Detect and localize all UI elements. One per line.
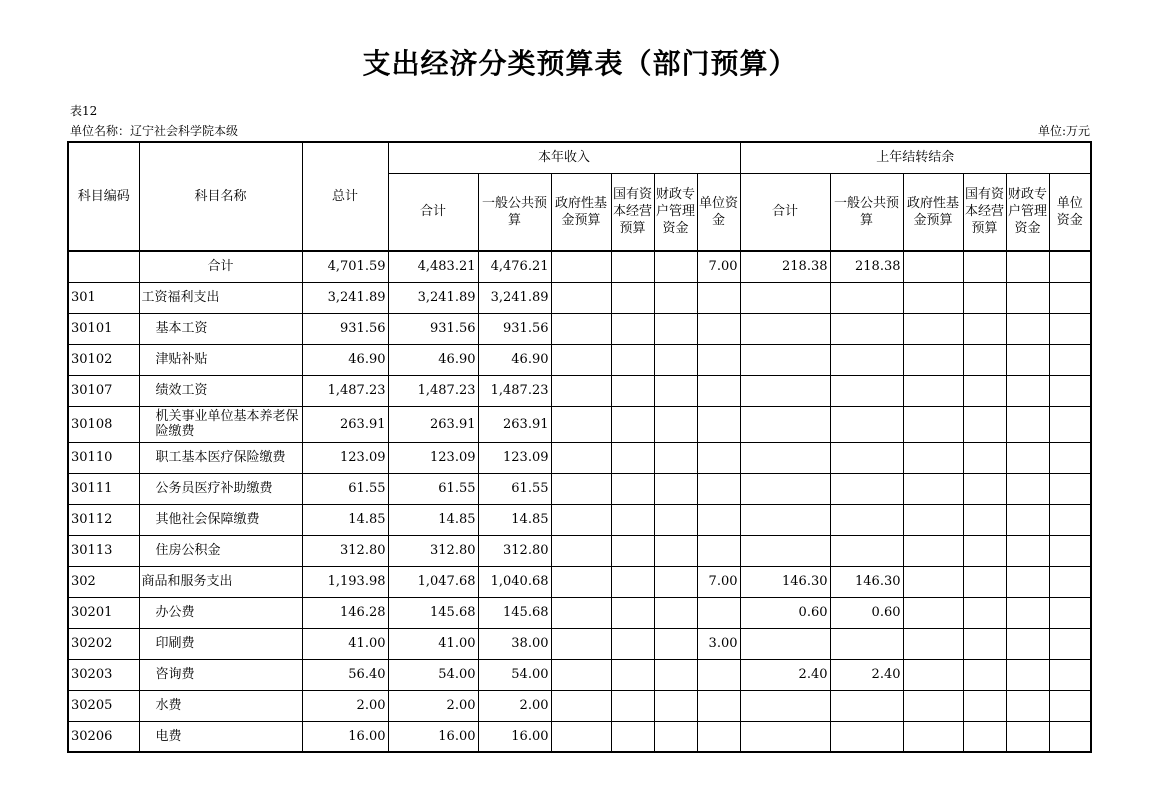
- unit-name-label: 单位名称：辽宁社会科学院本级: [70, 124, 239, 138]
- cell-code: 302: [68, 566, 139, 597]
- cell-c-fund: [551, 313, 611, 344]
- cell-c-total: 46.90: [388, 344, 478, 375]
- cell-p-unit: [1049, 406, 1091, 442]
- cell-code: 30108: [68, 406, 139, 442]
- cell-p-state: [963, 597, 1006, 628]
- cell-c-special: [654, 659, 697, 690]
- cell-c-state: [611, 566, 654, 597]
- cell-c-special: [654, 473, 697, 504]
- cell-c-state: [611, 282, 654, 313]
- cell-p-unit: [1049, 313, 1091, 344]
- cell-p-fund: [903, 406, 963, 442]
- cell-name: 工资福利支出: [139, 282, 302, 313]
- cell-p-fund: [903, 473, 963, 504]
- cell-c-total: 123.09: [388, 442, 478, 473]
- cell-c-unit: [697, 504, 740, 535]
- cell-p-gen: 146.30: [830, 566, 903, 597]
- cell-p-unit: [1049, 344, 1091, 375]
- table-row: [68, 313, 1091, 344]
- cell-p-gen: [830, 313, 903, 344]
- cell-p-state: [963, 251, 1006, 282]
- cell-c-unit: [697, 535, 740, 566]
- table-row: [68, 721, 1091, 752]
- cell-c-special: [654, 566, 697, 597]
- cell-p-state: [963, 535, 1006, 566]
- cell-c-fund: [551, 282, 611, 313]
- header-total: 总计: [302, 142, 388, 251]
- cell-code: [68, 251, 139, 282]
- header-current-state-capital: 国有资本经营预算: [611, 173, 654, 251]
- cell-total: 14.85: [302, 504, 388, 535]
- cell-c-fund: [551, 690, 611, 721]
- table-row: [68, 690, 1091, 721]
- cell-code: 30112: [68, 504, 139, 535]
- cell-c-fund: [551, 251, 611, 282]
- cell-c-total: 4,483.21: [388, 251, 478, 282]
- cell-c-state: [611, 344, 654, 375]
- cell-total: 2.00: [302, 690, 388, 721]
- cell-p-state: [963, 721, 1006, 752]
- header-name: 科目名称: [139, 142, 302, 251]
- cell-c-gen: 123.09: [478, 442, 551, 473]
- cell-c-fund: [551, 375, 611, 406]
- cell-c-total: 312.80: [388, 535, 478, 566]
- cell-c-state: [611, 473, 654, 504]
- header-carryover-state-capital: 国有资本经营预算: [963, 173, 1006, 251]
- cell-c-fund: [551, 504, 611, 535]
- cell-c-unit: [697, 690, 740, 721]
- cell-c-unit: 7.00: [697, 251, 740, 282]
- cell-c-fund: [551, 659, 611, 690]
- cell-c-gen: 312.80: [478, 535, 551, 566]
- cell-p-total: [740, 313, 830, 344]
- cell-c-special: [654, 344, 697, 375]
- cell-name: 合计: [139, 251, 302, 282]
- cell-name: 水费: [139, 690, 302, 721]
- cell-c-state: [611, 597, 654, 628]
- cell-code: 30202: [68, 628, 139, 659]
- cell-p-total: [740, 473, 830, 504]
- cell-c-unit: [697, 375, 740, 406]
- table-row: [68, 375, 1091, 406]
- cell-p-special: [1006, 628, 1049, 659]
- cell-c-fund: [551, 406, 611, 442]
- cell-c-fund: [551, 721, 611, 752]
- cell-name: 办公费: [139, 597, 302, 628]
- cell-p-special: [1006, 282, 1049, 313]
- header-current-fund: 政府性基金预算: [551, 173, 611, 251]
- cell-p-gen: [830, 504, 903, 535]
- cell-p-unit: [1049, 251, 1091, 282]
- cell-total: 46.90: [302, 344, 388, 375]
- cell-c-gen: 3,241.89: [478, 282, 551, 313]
- cell-total: 16.00: [302, 721, 388, 752]
- cell-p-gen: [830, 442, 903, 473]
- cell-code: 30111: [68, 473, 139, 504]
- table-row: [68, 628, 1091, 659]
- header-carryover-total: 合计: [740, 173, 830, 251]
- cell-c-state: [611, 442, 654, 473]
- cell-p-gen: 0.60: [830, 597, 903, 628]
- cell-c-fund: [551, 566, 611, 597]
- cell-p-state: [963, 282, 1006, 313]
- cell-c-fund: [551, 597, 611, 628]
- cell-c-total: 931.56: [388, 313, 478, 344]
- cell-total: 56.40: [302, 659, 388, 690]
- cell-p-state: [963, 406, 1006, 442]
- table-row: [68, 473, 1091, 504]
- header-carryover-general: 一般公共预算: [830, 173, 903, 251]
- cell-p-gen: 218.38: [830, 251, 903, 282]
- cell-p-special: [1006, 344, 1049, 375]
- table-row: [68, 344, 1091, 375]
- cell-p-gen: [830, 473, 903, 504]
- cell-c-total: 1,047.68: [388, 566, 478, 597]
- cell-c-state: [611, 251, 654, 282]
- cell-p-gen: [830, 344, 903, 375]
- cell-c-gen: 61.55: [478, 473, 551, 504]
- cell-name: 住房公积金: [139, 535, 302, 566]
- cell-c-fund: [551, 442, 611, 473]
- cell-p-total: [740, 282, 830, 313]
- cell-p-unit: [1049, 597, 1091, 628]
- cell-p-state: [963, 375, 1006, 406]
- cell-c-total: 2.00: [388, 690, 478, 721]
- cell-name: 商品和服务支出: [139, 566, 302, 597]
- cell-p-special: [1006, 535, 1049, 566]
- cell-code: 30110: [68, 442, 139, 473]
- cell-p-special: [1006, 313, 1049, 344]
- cell-total: 931.56: [302, 313, 388, 344]
- cell-p-fund: [903, 628, 963, 659]
- cell-c-total: 14.85: [388, 504, 478, 535]
- cell-c-gen: 263.91: [478, 406, 551, 442]
- cell-name: 机关事业单位基本养老保险缴费: [139, 406, 302, 442]
- cell-p-special: [1006, 251, 1049, 282]
- cell-name: 印刷费: [139, 628, 302, 659]
- cell-code: 30102: [68, 344, 139, 375]
- cell-p-unit: [1049, 659, 1091, 690]
- cell-p-special: [1006, 442, 1049, 473]
- cell-p-total: [740, 442, 830, 473]
- cell-p-gen: [830, 628, 903, 659]
- cell-p-state: [963, 313, 1006, 344]
- cell-c-state: [611, 504, 654, 535]
- cell-code: 30101: [68, 313, 139, 344]
- cell-p-fund: [903, 442, 963, 473]
- cell-p-gen: 2.40: [830, 659, 903, 690]
- cell-p-special: [1006, 566, 1049, 597]
- cell-name: 电费: [139, 721, 302, 752]
- cell-p-gen: [830, 375, 903, 406]
- table-row: [68, 251, 1091, 282]
- cell-p-unit: [1049, 690, 1091, 721]
- cell-p-state: [963, 442, 1006, 473]
- table-row: [68, 597, 1091, 628]
- table-row: [68, 442, 1091, 473]
- table-row: [68, 535, 1091, 566]
- cell-total: 263.91: [302, 406, 388, 442]
- cell-p-state: [963, 659, 1006, 690]
- table-row: [68, 406, 1091, 442]
- cell-c-total: 1,487.23: [388, 375, 478, 406]
- cell-c-total: 16.00: [388, 721, 478, 752]
- cell-p-total: 2.40: [740, 659, 830, 690]
- cell-name: 职工基本医疗保险缴费: [139, 442, 302, 473]
- cell-c-unit: [697, 597, 740, 628]
- cell-c-gen: 4,476.21: [478, 251, 551, 282]
- header-carryover: 上年结转结余: [740, 142, 1091, 173]
- cell-c-gen: 46.90: [478, 344, 551, 375]
- cell-p-special: [1006, 690, 1049, 721]
- header-current-total: 合计: [388, 173, 478, 251]
- cell-p-special: [1006, 504, 1049, 535]
- cell-c-unit: [697, 344, 740, 375]
- cell-name: 基本工资: [139, 313, 302, 344]
- cell-name: 咨询费: [139, 659, 302, 690]
- cell-total: 312.80: [302, 535, 388, 566]
- cell-code: 30113: [68, 535, 139, 566]
- cell-p-fund: [903, 535, 963, 566]
- cell-c-special: [654, 690, 697, 721]
- cell-c-gen: 54.00: [478, 659, 551, 690]
- cell-c-special: [654, 504, 697, 535]
- cell-name: 绩效工资: [139, 375, 302, 406]
- table-row: [68, 504, 1091, 535]
- table-row: [68, 566, 1091, 597]
- cell-p-total: [740, 344, 830, 375]
- table-row: [68, 659, 1091, 690]
- cell-p-fund: [903, 597, 963, 628]
- currency-unit-label: 单位:万元: [1037, 124, 1090, 138]
- cell-c-state: [611, 690, 654, 721]
- cell-c-fund: [551, 473, 611, 504]
- cell-c-gen: 931.56: [478, 313, 551, 344]
- cell-c-gen: 145.68: [478, 597, 551, 628]
- cell-c-total: 145.68: [388, 597, 478, 628]
- page-title: 支出经济分类预算表（部门预算）: [362, 47, 798, 80]
- cell-code: 30107: [68, 375, 139, 406]
- cell-c-state: [611, 535, 654, 566]
- cell-p-unit: [1049, 721, 1091, 752]
- cell-p-fund: [903, 313, 963, 344]
- cell-code: 301: [68, 282, 139, 313]
- cell-p-unit: [1049, 628, 1091, 659]
- cell-c-state: [611, 628, 654, 659]
- cell-p-gen: [830, 690, 903, 721]
- header-current-general: 一般公共预算: [478, 173, 551, 251]
- cell-c-gen: 16.00: [478, 721, 551, 752]
- cell-total: 61.55: [302, 473, 388, 504]
- cell-p-special: [1006, 659, 1049, 690]
- cell-c-unit: [697, 282, 740, 313]
- cell-c-total: 54.00: [388, 659, 478, 690]
- cell-total: 3,241.89: [302, 282, 388, 313]
- cell-p-fund: [903, 659, 963, 690]
- cell-p-total: [740, 690, 830, 721]
- cell-c-special: [654, 535, 697, 566]
- cell-c-special: [654, 282, 697, 313]
- cell-c-special: [654, 251, 697, 282]
- cell-c-gen: 14.85: [478, 504, 551, 535]
- cell-c-special: [654, 375, 697, 406]
- cell-c-state: [611, 659, 654, 690]
- cell-p-total: [740, 535, 830, 566]
- cell-c-fund: [551, 344, 611, 375]
- cell-p-total: 0.60: [740, 597, 830, 628]
- header-current-unit-funds: 单位资金: [697, 173, 740, 251]
- cell-p-fund: [903, 344, 963, 375]
- cell-p-total: [740, 628, 830, 659]
- cell-c-special: [654, 721, 697, 752]
- cell-p-unit: [1049, 535, 1091, 566]
- cell-total: 146.28: [302, 597, 388, 628]
- cell-c-unit: 7.00: [697, 566, 740, 597]
- cell-p-fund: [903, 566, 963, 597]
- header-current-year: 本年收入: [388, 142, 740, 173]
- header-current-special-account: 财政专户管理资金: [654, 173, 697, 251]
- cell-p-special: [1006, 406, 1049, 442]
- cell-p-unit: [1049, 566, 1091, 597]
- cell-c-special: [654, 628, 697, 659]
- cell-c-unit: [697, 442, 740, 473]
- cell-c-state: [611, 721, 654, 752]
- cell-c-state: [611, 313, 654, 344]
- cell-name: 其他社会保障缴费: [139, 504, 302, 535]
- cell-c-total: 61.55: [388, 473, 478, 504]
- cell-p-gen: [830, 721, 903, 752]
- cell-c-total: 263.91: [388, 406, 478, 442]
- cell-p-special: [1006, 721, 1049, 752]
- cell-p-total: [740, 721, 830, 752]
- cell-c-total: 3,241.89: [388, 282, 478, 313]
- cell-c-unit: [697, 473, 740, 504]
- header-carryover-unit-funds: 单位资金: [1049, 173, 1091, 251]
- cell-c-unit: [697, 659, 740, 690]
- cell-c-unit: 3.00: [697, 628, 740, 659]
- cell-c-state: [611, 375, 654, 406]
- cell-p-total: [740, 504, 830, 535]
- cell-p-fund: [903, 375, 963, 406]
- cell-total: 123.09: [302, 442, 388, 473]
- cell-p-state: [963, 566, 1006, 597]
- cell-p-state: [963, 690, 1006, 721]
- cell-code: 30205: [68, 690, 139, 721]
- cell-c-total: 41.00: [388, 628, 478, 659]
- cell-p-unit: [1049, 375, 1091, 406]
- header-carryover-special-account: 财政专户管理资金: [1006, 173, 1049, 251]
- cell-p-state: [963, 504, 1006, 535]
- cell-p-special: [1006, 597, 1049, 628]
- header-code: 科目编码: [68, 142, 139, 251]
- cell-c-unit: [697, 721, 740, 752]
- cell-p-unit: [1049, 442, 1091, 473]
- cell-p-gen: [830, 282, 903, 313]
- table-row: [68, 282, 1091, 313]
- cell-p-total: 146.30: [740, 566, 830, 597]
- cell-total: 1,487.23: [302, 375, 388, 406]
- cell-p-fund: [903, 251, 963, 282]
- cell-c-gen: 1,487.23: [478, 375, 551, 406]
- cell-c-special: [654, 313, 697, 344]
- cell-p-gen: [830, 535, 903, 566]
- cell-c-unit: [697, 313, 740, 344]
- cell-c-unit: [697, 406, 740, 442]
- cell-code: 30206: [68, 721, 139, 752]
- cell-c-special: [654, 597, 697, 628]
- cell-p-state: [963, 473, 1006, 504]
- cell-total: 1,193.98: [302, 566, 388, 597]
- cell-p-special: [1006, 375, 1049, 406]
- cell-p-total: [740, 375, 830, 406]
- table-number: 表12: [70, 104, 98, 118]
- cell-c-gen: 38.00: [478, 628, 551, 659]
- cell-c-fund: [551, 535, 611, 566]
- cell-name: 津贴补贴: [139, 344, 302, 375]
- cell-code: 30201: [68, 597, 139, 628]
- cell-p-fund: [903, 690, 963, 721]
- cell-p-unit: [1049, 504, 1091, 535]
- cell-c-gen: 2.00: [478, 690, 551, 721]
- cell-p-state: [963, 628, 1006, 659]
- cell-c-special: [654, 406, 697, 442]
- cell-p-unit: [1049, 473, 1091, 504]
- cell-p-total: 218.38: [740, 251, 830, 282]
- cell-p-fund: [903, 504, 963, 535]
- header-carryover-fund: 政府性基金预算: [903, 173, 963, 251]
- cell-code: 30203: [68, 659, 139, 690]
- cell-p-total: [740, 406, 830, 442]
- cell-name: 公务员医疗补助缴费: [139, 473, 302, 504]
- cell-p-fund: [903, 282, 963, 313]
- cell-c-gen: 1,040.68: [478, 566, 551, 597]
- cell-p-fund: [903, 721, 963, 752]
- budget-table: [67, 141, 1092, 753]
- cell-c-fund: [551, 628, 611, 659]
- cell-total: 41.00: [302, 628, 388, 659]
- cell-p-special: [1006, 473, 1049, 504]
- cell-p-unit: [1049, 282, 1091, 313]
- cell-p-state: [963, 344, 1006, 375]
- cell-total: 4,701.59: [302, 251, 388, 282]
- cell-c-state: [611, 406, 654, 442]
- cell-c-special: [654, 442, 697, 473]
- cell-p-gen: [830, 406, 903, 442]
